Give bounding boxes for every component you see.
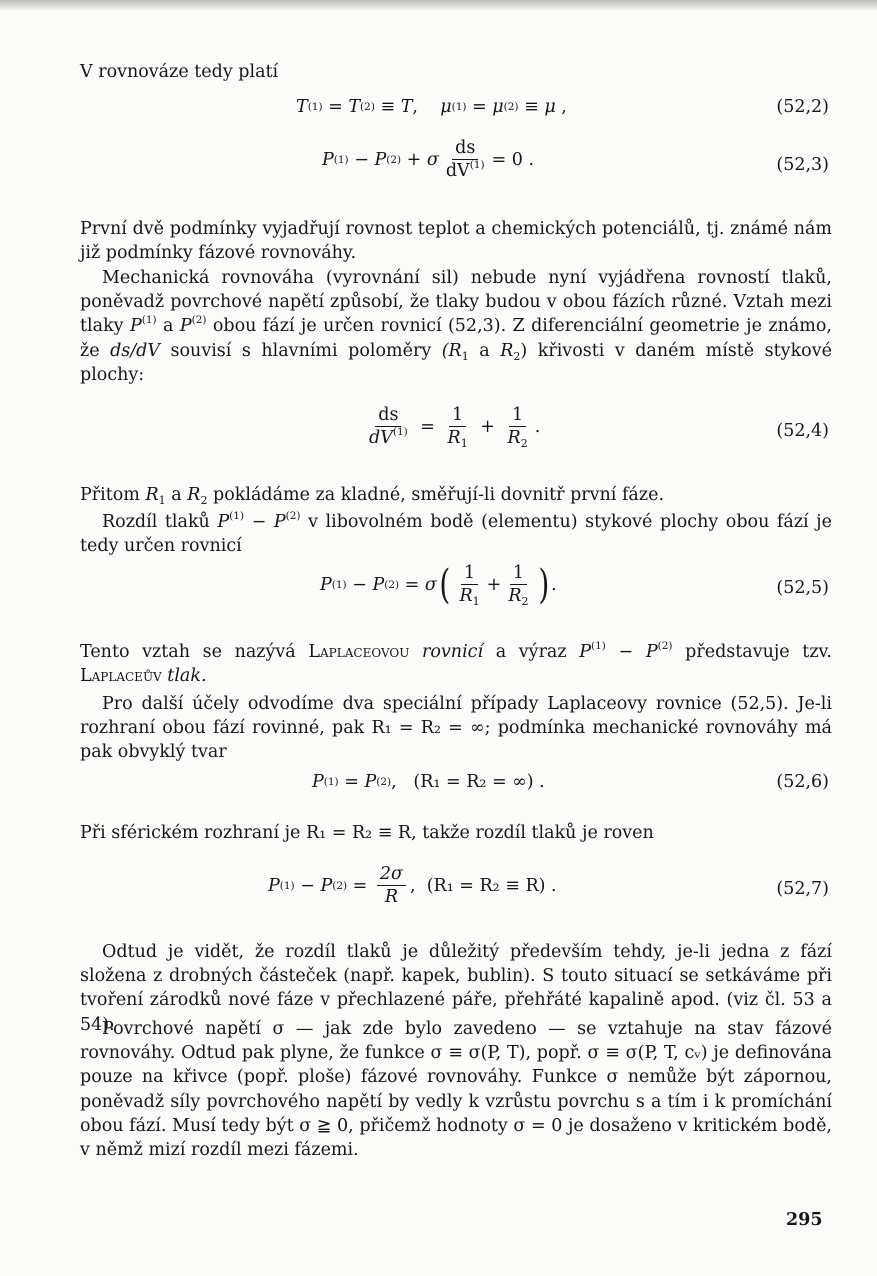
fraction-ds-dV: $\frac{ds}{dV^{(1)}}$ <box>445 138 485 181</box>
equation-52-4: $\frac{ds}{dV^{(1)}}$ = $\frac{1}{R_1}$ + $\frac{1}{R_2}$ . <box>369 405 541 450</box>
equation-number-52-3: (52,3) <box>776 155 829 175</box>
equation-number-52-5: (52,5) <box>776 578 829 598</box>
paragraph-3: Přitom $R_1$ a $R_2$ pokládáme za kladné, směřují-li dovnitř první fáze. <box>80 485 665 507</box>
equation-number-52-4: (52,4) <box>776 421 829 441</box>
paragraph-4: Rozdíl tlaků $P^{(1)} - P^{(2)}$ v libovolném bodě (elementu) stykové plochy obou fází je tedy určen rovnicí <box>80 510 832 557</box>
intro-text: V rovnováze tedy platí <box>80 62 279 82</box>
paragraph-1: První dvě podmínky vyjadřují rovnost teplot a chemických potenciálů, tj. známé nám již podmínky fázové rovnováhy. <box>80 219 832 264</box>
equation-52-7: P (1) − P (2) = $\frac{2\sigma}{R}$ , (R₁ = R₂ ≡ R) . <box>268 864 557 907</box>
paragraph-9: Povrchové napětí σ — jak zde bylo zavedeno — se vztahuje na stav fázové rovnováhy. Odtud pak plyne, že funkce σ ≡ σ(P, T), popř. σ ≡ σ(P, T, cᵥ) je definována pouze na křivce (popř. ploše) fázové rovnováhy. Funkce σ nemůže být zápornou, poněvadž síly povrchového napětí by vedly k vzrůstu povrchu s a tím i k promíchání obou fází. Musí tedy být σ ≧ 0, přičemž hodnoty σ = 0 je dosaženo v kritickém bodě, v němž mizí rozdíl mezi fázemi. <box>80 1019 832 1161</box>
paragraph-5: Tento vztah se nazývá Laplaceovou rovnicí a výraz $P^{(1)} - P^{(2)}$ představuje tzv. Laplaceův tlak. <box>80 640 832 687</box>
paragraph-6: Pro další účely odvodíme dva speciální případy Laplaceovy rovnice (52,5). Je-li rozhraní obou fází rovinné, pak R₁ = R₂ = ∞; podmínka mechanické rovnováhy má pak obvyklý tvar <box>80 694 832 763</box>
equation-52-2: T (1) = T (2) ≡ T , μ (1) = μ (2) ≡ μ , <box>296 97 567 117</box>
paragraph-7: Při sférickém rozhraní je R₁ = R₂ ≡ R, takže rozdíl tlaků je roven <box>80 823 654 843</box>
paragraph-8: Odtud je vidět, že rozdíl tlaků je důležitý především tehdy, je-li jedna z fází složena z drobných částeček (např. kapek, bublin). S touto situací se setkáváme při tvoření zárodků nové fáze v přechlazené páře, přehřáté kapalině apod. (viz čl. 53 a 54). <box>80 942 832 1035</box>
page-number: 295 <box>786 1210 823 1230</box>
equation-number-52-7: (52,7) <box>776 879 829 899</box>
equation-number-52-2: (52,2) <box>776 97 829 117</box>
equation-number-52-6: (52,6) <box>776 772 829 792</box>
equation-52-5: P (1) − P (2) = σ ( $\frac{1}{R_1}$ + $\frac{1}{R_2}$ ) . <box>320 561 557 608</box>
paragraph-2: Mechanická rovnováha (vyrovnání sil) nebude nyní vyjádřena rovností tlaků, poněvadž povrchové napětí způsobí, že tlaky budou v obou fázích různé. Vztah mezi tlaky $P^{(1)}$ a $P^{(2)}$ obou fází je určen rovnicí (52,3). Z diferenciální geometrie je známo, že ds/dV souvisí s hlavními poloměry ($R_1$ a $R_2$) křivosti v daném místě stykové plochy: <box>80 268 832 385</box>
equation-52-6: P (1) = P (2) , (R₁ = R₂ = ∞) . <box>312 772 545 792</box>
equation-52-3: P (1) − P (2) + σ $\frac{ds}{dV^{(1)}}$ = 0 . <box>322 138 535 181</box>
